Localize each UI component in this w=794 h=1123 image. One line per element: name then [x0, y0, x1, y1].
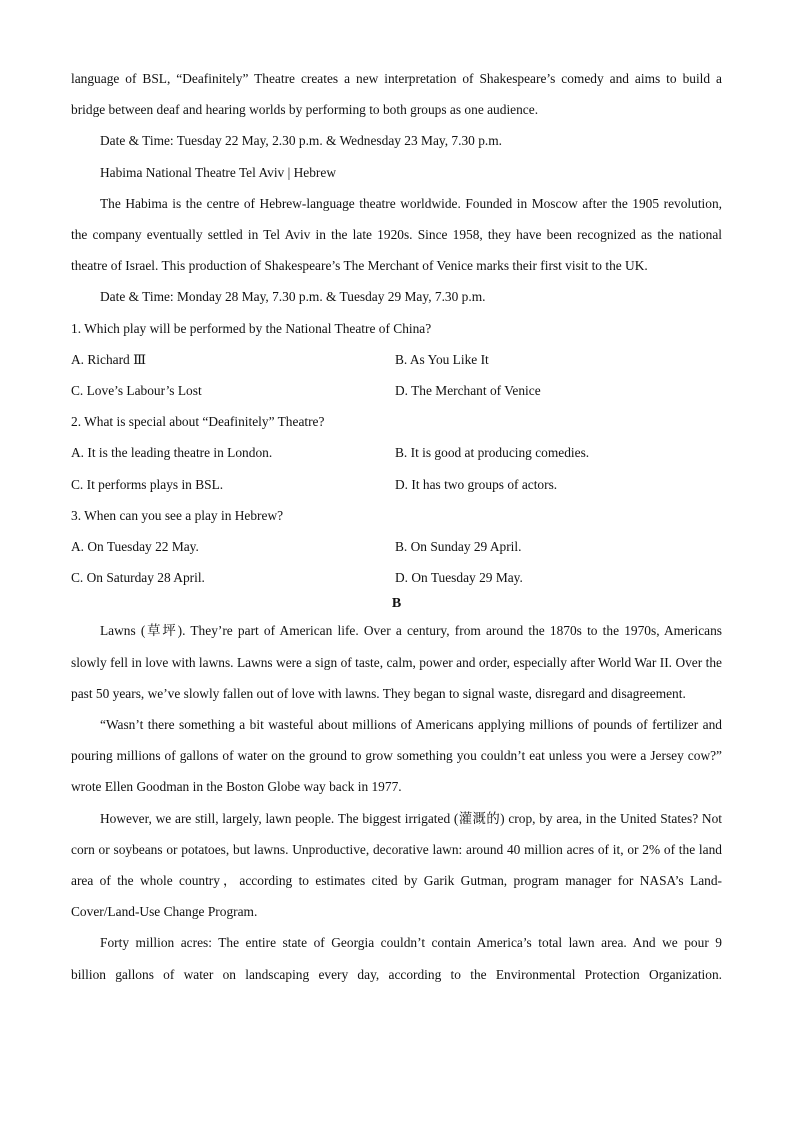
question-2	[71, 406, 722, 500]
question-stem: 3. When can you see a play in Hebrew?	[71, 507, 284, 523]
habima-heading: Habima National Theatre Tel Aviv | Hebrew	[100, 164, 337, 180]
section-b-paragraph-1: Lawns (草坪). They’re part of American life. Over a century, from around the 1870s to the 1970s, Americans slowly fell in love with lawns. Lawns were a sign of taste, calm, power and order, especially after World War II. Over the past 50 years, we’ve slowly fallen out of love with lawns. They began to signal waste, disregard and disagreement.	[71, 623, 722, 701]
answer-options	[71, 531, 722, 593]
performance-date-2: Date & Time: Monday 28 May, 7.30 p.m. & Tuesday 29 May, 7.30 p.m.	[100, 289, 486, 305]
option-c: C. It performs plays in BSL.	[71, 476, 224, 492]
option-b: B. As You Like It	[395, 351, 489, 367]
section-b-paragraph-2: “Wasn’t there something a bit wasteful about millions of Americans applying millions of pounds of fertilizer and pouring millions of gallons of water on the ground to grow something you couldn’t eat unless you were a Jersey cow?” wrote Ellen Goodman in the Boston Globe way back in 1977.	[71, 717, 722, 795]
intro-paragraph-line-1: language of BSL, “Deafinitely” Theatre creates a new interpretation of Shakespeare’s comedy and aims to build a	[71, 71, 722, 86]
option-a: A. Richard Ⅲ	[71, 351, 147, 367]
option-b: B. On Sunday 29 April.	[395, 539, 522, 555]
performance-date-1: Date & Time: Tuesday 22 May, 2.30 p.m. & Wednesday 23 May, 7.30 p.m.	[100, 133, 502, 149]
option-b: B. It is good at producing comedies.	[395, 445, 590, 461]
option-c: C. Love’s Labour’s Lost	[71, 383, 202, 399]
section-b-paragraph-3: However, we are still, largely, lawn people. The biggest irrigated (灌溉的) crop, by area, in the United States? Not corn or soybeans or potatoes, but lawns. Unproductive, decorative lawn: around 40 million acres of it, or 2% of the land area of the whole country，according to estimates cited by Garik Gutman, program manager for NASA’s Land-Cover/Land-Use Change Program.	[71, 810, 722, 920]
answer-options	[71, 344, 722, 406]
section-b-paragraph-4-line-2: billion gallons of water on landscaping every day, according to the Environmental Protection Organization.	[71, 966, 722, 982]
section-b-paragraph-4-line-1: Forty million acres: The entire state of Georgia couldn’t contain America’s total lawn area. And we pour 9	[100, 935, 722, 951]
option-c: C. On Saturday 28 April.	[71, 570, 205, 586]
habima-description: The Habima is the centre of Hebrew-language theatre worldwide. Founded in Moscow after the 1905 revolution, the company eventually settled in Tel Aviv in the late 1920s. Since 1958, they have been recognized as the national theatre of Israel. This production of Shakespeare’s The Merchant of Venice marks their first visit to the UK.	[71, 195, 722, 274]
section-b-title: B	[391, 596, 402, 612]
option-d: D. It has two groups of actors.	[395, 476, 558, 492]
question-1	[71, 313, 722, 407]
option-d: D. The Merchant of Venice	[395, 383, 541, 399]
option-a: A. It is the leading theatre in London.	[71, 445, 273, 461]
question-stem: 2. What is special about “Deafinitely” Theatre?	[71, 414, 325, 430]
answer-options	[71, 437, 722, 499]
question-3	[71, 500, 722, 594]
option-a: A. On Tuesday 22 May.	[71, 539, 199, 555]
option-d: D. On Tuesday 29 May.	[395, 570, 523, 586]
intro-paragraph-line-2: bridge between deaf and hearing worlds by performing to both groups as one audience.	[71, 102, 539, 118]
question-stem: 1. Which play will be performed by the National Theatre of China?	[71, 320, 432, 336]
document-page	[71, 63, 722, 990]
